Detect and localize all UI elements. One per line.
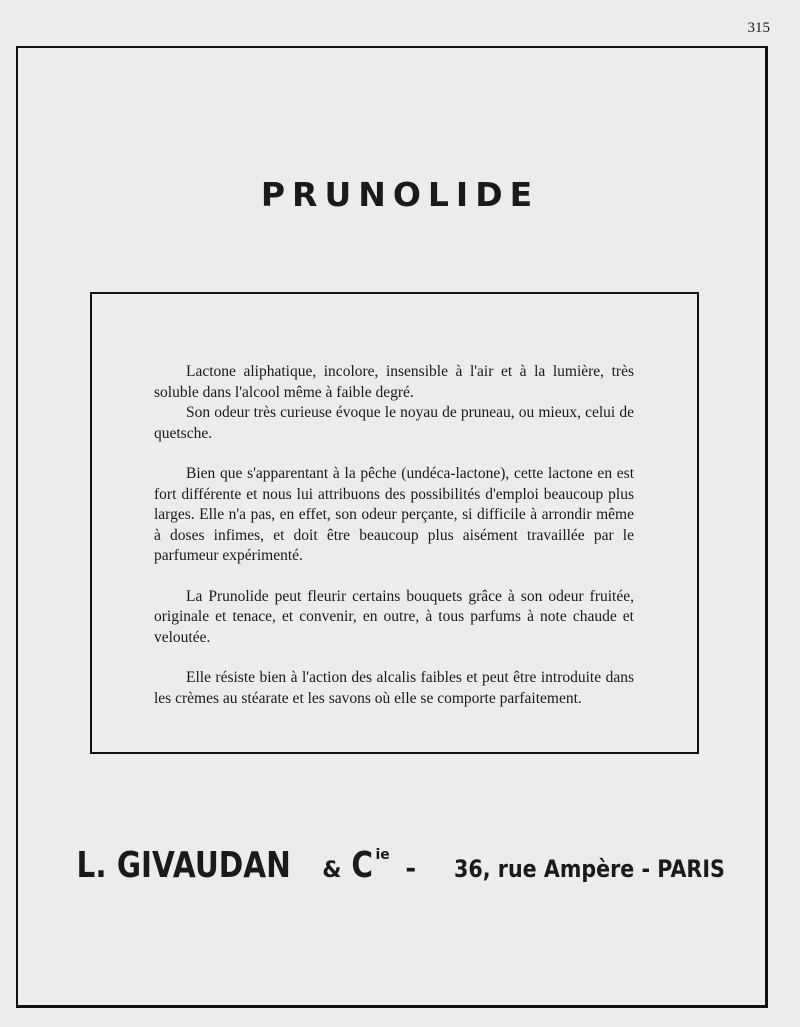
ampersand: & xyxy=(322,858,342,883)
paragraph-5: Elle résiste bien à l'action des alcalis faibles et peut être introduite dans les crèmes au stéarate et les savons où elle se comporte parfaitement. xyxy=(154,669,634,707)
paragraph-3: Bien que s'apparentant à la pêche (undéca-lactone), cette lactone en est fort différente et nous lui attribuons des possibilités d'emploi beaucoup plus larges. Elle n'a pas, en effet, son odeur perçante, si difficile à arrondir même à doses infimes, et doit être beaucoup plus aisément travaillée par le parfumeur expérimenté. xyxy=(154,465,634,564)
description-box xyxy=(90,292,699,754)
paragraph-2: Son odeur très curieuse évoque le noyau de pruneau, ou mieux, celui de quetsche. xyxy=(154,404,634,442)
page-number: 315 xyxy=(747,20,770,36)
description-text xyxy=(154,362,634,709)
footer-advertiser xyxy=(0,845,800,886)
company-name: L. GIVAUDAN xyxy=(76,845,292,886)
cie-letter: C xyxy=(351,845,374,886)
separator-dash: - xyxy=(405,854,417,884)
paragraph-1: Lactone aliphatique, incolore, insensible à l'air et à la lumière, très soluble dans l'alcool même à faible degré. xyxy=(154,363,634,401)
company-address: 36, rue Ampère - PARIS xyxy=(453,855,725,883)
product-title: PRUNOLIDE xyxy=(260,175,540,214)
cie-superscript: ie xyxy=(375,847,390,863)
paragraph-4: La Prunolide peut fleurir certains bouquets grâce à son odeur fruitée, originale et tenace, et convenir, en outre, à tous parfums à note chaude et veloutée. xyxy=(154,587,634,646)
